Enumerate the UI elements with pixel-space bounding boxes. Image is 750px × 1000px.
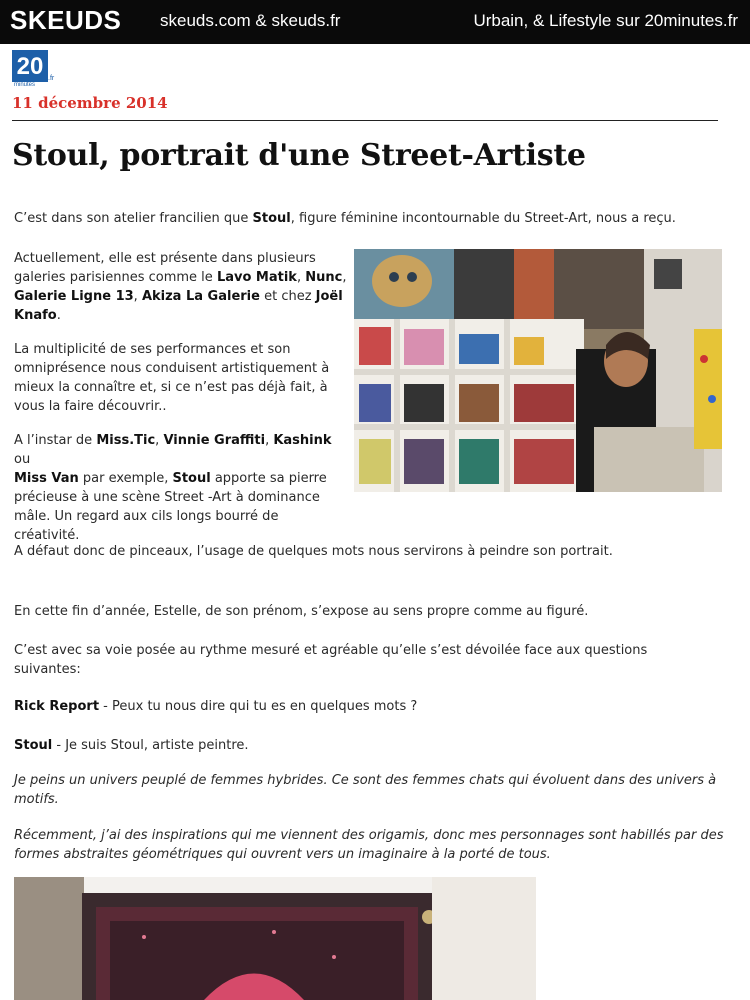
article-title: Stoul, portrait d'une Street-Artiste [12, 138, 586, 173]
omnipresence-paragraph: La multiplicité de ses performances et son omniprésence nous conduisent artistiquement à mieux la connaître et, si ce n’est pas déjà fait, à vous la faire découvrir.. [14, 342, 330, 414]
site-tagline: Urbain, & Lifestyle sur 20minutes.fr [473, 11, 738, 30]
logo-number: 20 [16, 53, 44, 80]
logo-word: minutes [14, 82, 36, 88]
intro-paragraph: C’est dans son atelier francilien que Stoul, figure féminine incontournable du Street-Art, nous a reçu. [14, 211, 676, 226]
artwork-photo [14, 877, 536, 1000]
answer-1-origami: Récemment, j’ai des inspirations qui me viennent des origamis, donc mes personnages sont habillés par des formes abstraites géométriques qui ouvrent vers un imaginaire à la porté de tous. [14, 828, 724, 862]
year-end-paragraph: En cette fin d’année, Estelle, de son prénom, s’expose au sens propre comme au figuré. [14, 604, 589, 619]
studio-photo [354, 249, 722, 492]
article-date: 11 décembre 2014 [12, 94, 168, 112]
peers-paragraph: A l’instar de Miss.Tic, Vinnie Graffiti, Kashink ou Miss Van par exemple, Stoul apporte sa pierre précieuse à une scène Street -Art à dominance mâle. Un regard aux cils longs bourré de créativité. [14, 433, 332, 543]
answer-1: Stoul - Je suis Stoul, artiste peintre. [14, 738, 249, 753]
20minutes-logo[interactable] [10, 48, 58, 88]
galleries-paragraph: Actuellement, elle est présente dans plusieurs galeries parisiennes comme le Lavo Matik, Nunc, Galerie Ligne 13, Akiza La Galerie et chez Joël Knafo. [14, 251, 347, 323]
voice-paragraph: C’est avec sa voie posée au rythme mesuré et agréable qu’elle s’est dévoilée face aux questions suivantes: [14, 643, 648, 677]
site-header [0, 0, 750, 44]
divider [12, 120, 718, 121]
logo-suffix: .fr [48, 75, 55, 82]
answer-1-detail: Je peins un univers peuplé de femmes hybrides. Ce sont des femmes chats qui évoluent dans des univers à motifs. [14, 773, 717, 807]
portrait-paragraph: A défaut donc de pinceaux, l’usage de quelques mots nous servirons à peindre son portrait. [14, 544, 613, 559]
brand-logo[interactable]: SKEUDS [10, 5, 122, 35]
site-domains: skeuds.com & skeuds.fr [160, 11, 341, 30]
question-1: Rick Report - Peux tu nous dire qui tu es en quelques mots ? [14, 699, 418, 714]
